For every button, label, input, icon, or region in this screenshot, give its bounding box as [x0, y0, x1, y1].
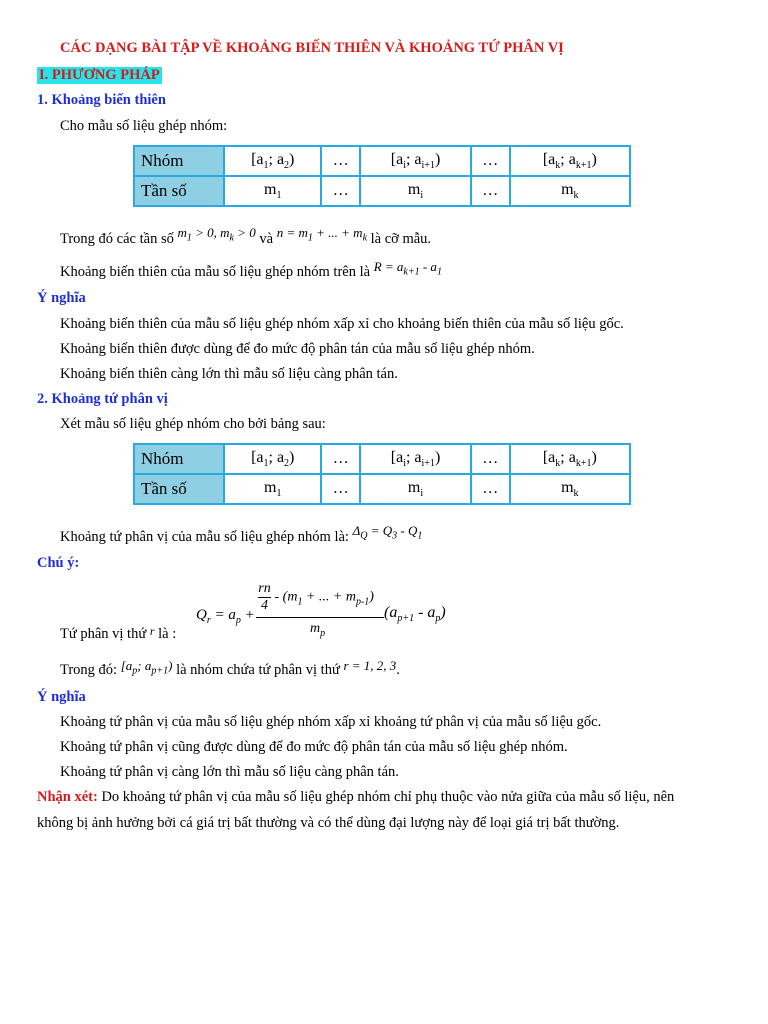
table-cell: $m_k$	[510, 176, 630, 206]
fraction-bar	[256, 617, 384, 618]
text: là :	[158, 626, 177, 642]
table-cell: …	[321, 444, 360, 474]
table-cell: [$a_1$; $a_2$)	[224, 146, 321, 176]
table-cell-header: Tần số	[134, 176, 224, 206]
meaning-heading-1: Ý nghĩa	[37, 290, 86, 306]
text: Tứ phân vị thứ	[60, 626, 147, 642]
meaning-line: Khoảng tứ phân vị của mẫu số liệu ghép nhóm xấp xỉ khoảng tứ phân vị của mẫu số liệu gốc.	[60, 714, 602, 730]
text: Trong đó các tần số	[60, 231, 174, 247]
meaning-line: Khoảng tứ phân vị càng lớn thì mẫu số liệu càng phân tán.	[60, 764, 399, 780]
formula-sample-size: $n = m_1$ + ... + $m_k$	[276, 225, 368, 244]
table-cell-header: Tần số	[134, 474, 224, 504]
table-cell: [$a_i$; $a_{i+1}$)	[360, 146, 471, 176]
frequency-table-2	[133, 443, 631, 505]
formula-group: [$a_p$; $a_{p+1}$)	[120, 658, 173, 677]
frequency-table-1	[133, 145, 631, 207]
text: Khoảng biến thiên của mẫu số liệu ghép nhóm trên là	[60, 264, 371, 280]
table-row	[134, 444, 630, 474]
table-cell: …	[321, 146, 360, 176]
table-cell: [$a_1$; $a_2$)	[224, 444, 321, 474]
table-cell: $m_1$	[224, 176, 321, 206]
quartile-sentence	[60, 626, 176, 643]
table-row	[134, 474, 630, 504]
intro-text-1: Cho mẫu số liệu ghép nhóm:	[60, 118, 228, 134]
table-cell: $m_i$	[360, 474, 471, 504]
formula-iqr: $\Delta_Q = Q_3 - Q_1$	[352, 523, 423, 542]
note-heading: Chú ý:	[37, 555, 80, 571]
formula-r-values: r = 1, 2, 3	[343, 658, 397, 673]
meaning-line: Khoảng biến thiên được dùng để đo mức độ phân tán của mẫu số liệu ghép nhóm.	[60, 341, 535, 357]
meaning-line: Khoảng biến thiên càng lớn thì mẫu số liệu càng phân tán.	[60, 366, 398, 382]
table-cell: [$a_i$; $a_{i+1}$)	[360, 444, 471, 474]
frequency-sentence	[60, 225, 432, 250]
text: Do khoảng tứ phân vị của mẫu số liệu ghép nhóm chỉ phụ thuộc vào nửa giữa của mẫu số liệu, nên	[101, 789, 675, 805]
meaning-line: Khoảng tứ phân vị cũng được dùng để đo mức độ phân tán của mẫu số liệu ghép nhóm.	[60, 739, 568, 755]
table-cell: …	[471, 474, 510, 504]
formula-denominator: $m_p$	[310, 621, 326, 639]
text: Khoảng tứ phân vị của mẫu số liệu ghép nhóm là:	[60, 529, 349, 545]
section-heading-method: I. PHƯƠNG PHÁP	[39, 67, 160, 83]
formula-numerator: rn $4 - (m_1$ + ... + $m_{p-1}$)	[258, 581, 374, 613]
formula-frequency: $m_1 > 0$, $m_k > 0$	[177, 225, 256, 244]
text: là cỡ mẫu.	[370, 231, 432, 247]
subheading-range: 1. Khoảng biến thiên	[37, 92, 166, 108]
table-cell: [$a_k$; $a_{k+1}$)	[510, 444, 630, 474]
table-cell: $m_k$	[510, 474, 630, 504]
table-cell: $m_1$	[224, 474, 321, 504]
meaning-line: Khoảng biến thiên của mẫu số liệu ghép nhóm xấp xỉ cho khoảng biến thiên của mẫu số liệu gốc.	[60, 316, 624, 332]
table-row	[134, 176, 630, 206]
table-cell: …	[321, 176, 360, 206]
table-cell: [$a_k$; $a_{k+1}$)	[510, 146, 630, 176]
text: Trong đó:	[60, 662, 118, 678]
remark-line-1	[37, 789, 674, 806]
document-title: CÁC DẠNG BÀI TẬP VỀ KHOẢNG BIẾN THIÊN VÀ KHOẢNG TỨ PHÂN VỊ	[60, 40, 564, 56]
table-cell-header: Nhóm	[134, 146, 224, 176]
iqr-sentence	[60, 523, 423, 548]
where-sentence: Trong đó: [$a_p$; $a_{p+1}$) là nhóm chứa tứ phân vị thứ r = 1, 2, 3.	[60, 658, 400, 678]
formula-r: r	[149, 624, 155, 638]
table-cell: …	[471, 444, 510, 474]
table-cell: …	[471, 176, 510, 206]
meaning-heading-2: Ý nghĩa	[37, 689, 86, 705]
table-cell-header: Nhóm	[134, 444, 224, 474]
table-cell: $m_i$	[360, 176, 471, 206]
remark-label: Nhận xét:	[37, 789, 98, 805]
range-sentence	[60, 259, 442, 283]
table-cell: …	[321, 474, 360, 504]
formula-quartile-lhs: $Q_r = a_p$ +	[196, 607, 255, 626]
text: là nhóm chứa tứ phân vị thứ	[176, 662, 340, 678]
formula-range: $R = a_{k+1} - a_1$	[373, 259, 442, 278]
table-cell: …	[471, 146, 510, 176]
intro-text-2: Xét mẫu số liệu ghép nhóm cho bởi bảng sau:	[60, 416, 326, 432]
remark-line-2: không bị ảnh hưởng bởi cá giá trị bất thường và có thể dùng đại lượng này để loại giá trị bất thường.	[37, 815, 620, 831]
table-row	[134, 146, 630, 176]
formula-interval-width: $(a_{p+1} - a_p)$	[384, 604, 446, 625]
subheading-iqr: 2. Khoảng tứ phân vị	[37, 391, 168, 407]
text: và	[259, 231, 274, 247]
